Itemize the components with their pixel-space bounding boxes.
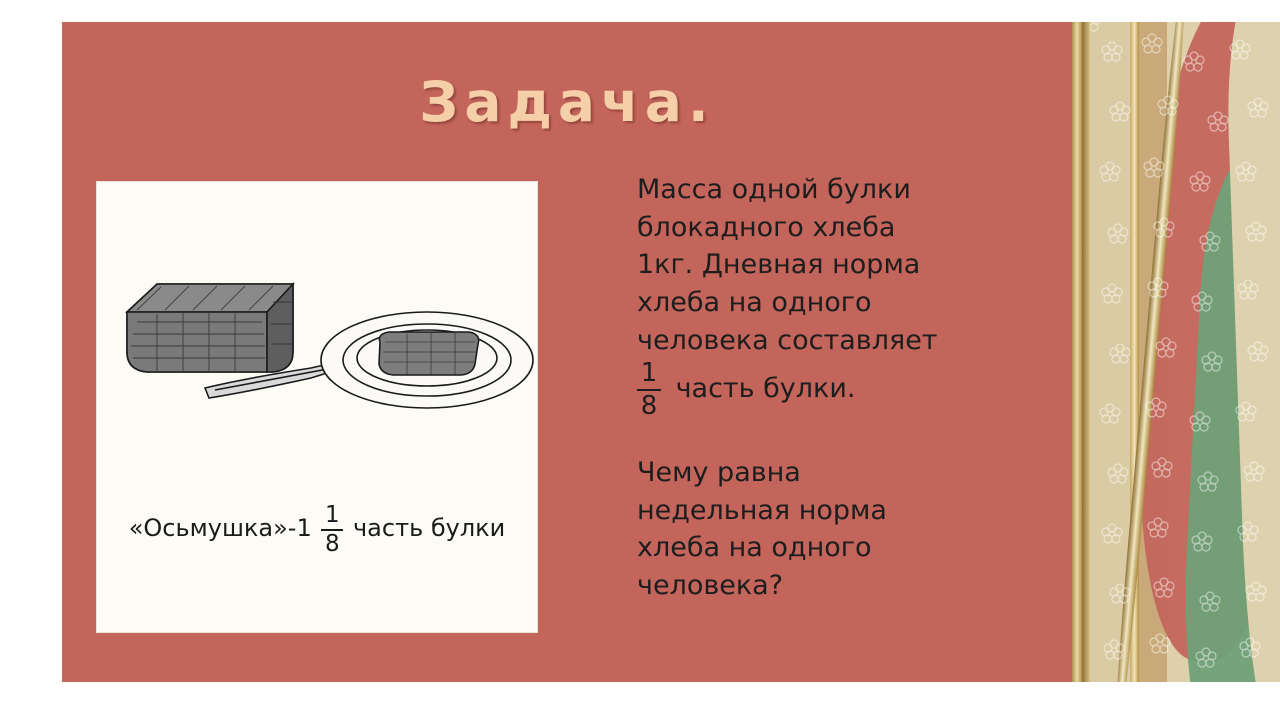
problem-fraction-tail: часть булки. bbox=[675, 373, 856, 405]
problem-text bbox=[637, 172, 1057, 606]
caption-suffix: часть булки bbox=[353, 514, 506, 542]
text-spacer bbox=[637, 421, 1057, 455]
border-stripe-gold bbox=[1082, 22, 1090, 682]
problem-line: блокадного хлеба bbox=[637, 211, 896, 243]
bread-loaf-and-slice-drawing bbox=[97, 192, 537, 472]
problem-line: хлеба на одного bbox=[637, 286, 872, 318]
problem-fraction-denominator: 8 bbox=[640, 391, 658, 422]
question-line: человека? bbox=[637, 570, 784, 601]
caption-fraction bbox=[321, 504, 343, 556]
question-line: недельная норма bbox=[637, 494, 887, 526]
problem-line: человека составляет bbox=[637, 324, 938, 356]
border-stripe-gold bbox=[1072, 22, 1082, 682]
question-line: хлеба на одного bbox=[637, 532, 872, 564]
caption-fraction-numerator: 1 bbox=[325, 502, 340, 528]
decorative-border bbox=[1072, 22, 1280, 682]
illustration-caption bbox=[97, 502, 537, 557]
question-line: Чему равна bbox=[637, 457, 801, 489]
page-title: Задача. bbox=[419, 70, 715, 134]
problem-line: 1кг. Дневная норма bbox=[637, 249, 921, 281]
illustration-card bbox=[97, 182, 537, 632]
problem-fraction bbox=[637, 358, 661, 422]
caption-fraction-denominator: 8 bbox=[325, 531, 340, 557]
slide-stage bbox=[62, 22, 1280, 682]
content-panel bbox=[62, 22, 1072, 682]
problem-fraction-line bbox=[637, 358, 1057, 422]
caption-prefix: «Осьмушка»-1 bbox=[128, 514, 312, 542]
problem-fraction-numerator: 1 bbox=[640, 358, 658, 389]
problem-line: Масса одной булки bbox=[637, 174, 911, 205]
floral-pattern-icon bbox=[1090, 22, 1280, 682]
